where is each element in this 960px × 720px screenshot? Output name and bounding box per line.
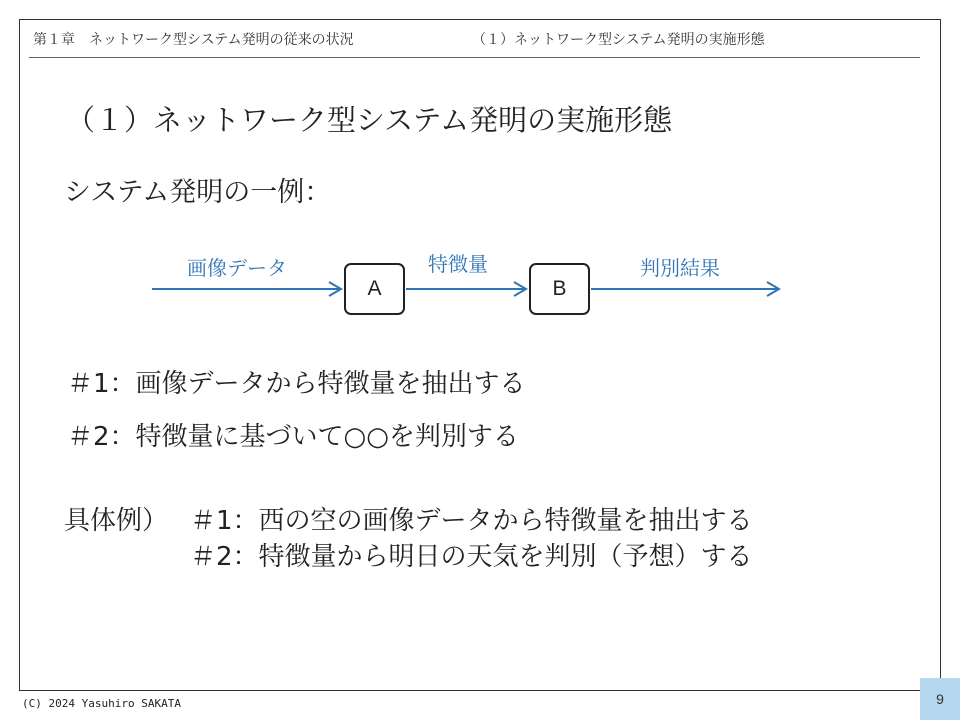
- example-heading: 具体例）: [64, 506, 169, 536]
- feature-label: 特徴量: [428, 252, 488, 276]
- step-1-text: ＃1：画像データから特徴量を抽出する: [67, 369, 526, 399]
- result-label: 判別結果: [640, 256, 720, 280]
- slide-title: （１）ネットワーク型システム発明の実施形態: [66, 103, 673, 137]
- node-b: B: [529, 263, 590, 315]
- copyright-notice: (C) 2024 Yasuhiro SAKATA: [22, 697, 181, 710]
- node-a: A: [344, 263, 405, 315]
- example-line-2: ＃2：特徴量から明日の天気を判別（予想）する: [190, 542, 753, 572]
- example-line-1: ＃1：西の空の画像データから特徴量を抽出する: [190, 506, 753, 536]
- page-number-badge: 9: [920, 678, 960, 720]
- header-section: （１）ネットワーク型システム発明の実施形態: [472, 32, 765, 48]
- slide-subtitle: システム発明の一例：: [64, 177, 332, 208]
- input-data-label: 画像データ: [187, 256, 287, 280]
- step-2-text: ＃2：特徴量に基づいて○○を判別する: [67, 422, 519, 452]
- header-divider: [29, 57, 920, 58]
- header-chapter: 第１章 ネットワーク型システム発明の従来の状況: [33, 32, 354, 48]
